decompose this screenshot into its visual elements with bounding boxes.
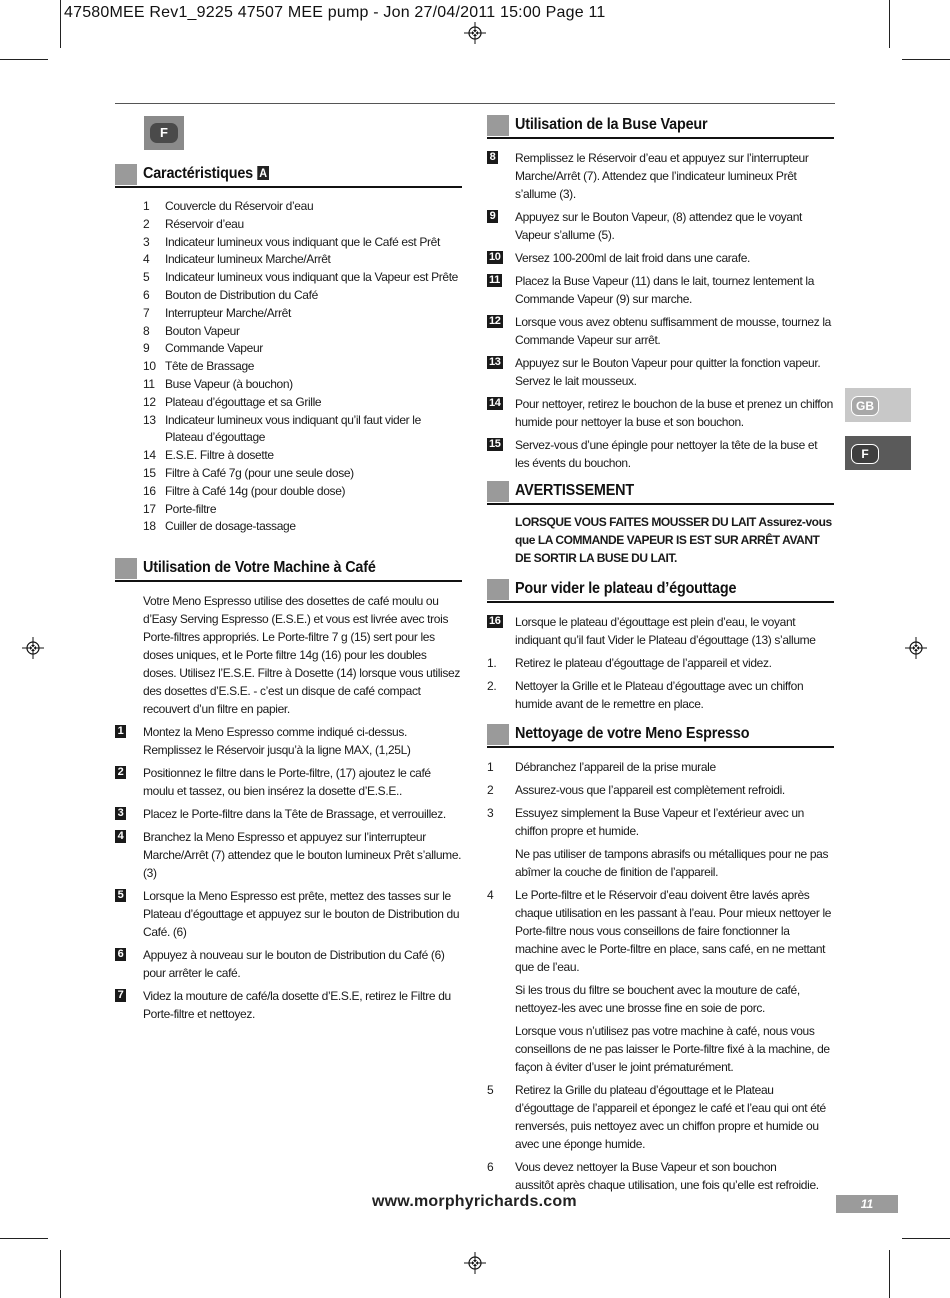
section-header-cleaning — [487, 724, 834, 748]
cleaning-step — [487, 781, 834, 799]
step-item — [487, 654, 834, 672]
step-item — [487, 436, 834, 472]
feature-number: 18 — [143, 519, 156, 534]
feature-number: 14 — [143, 448, 156, 463]
step-number-badge: 16 — [489, 615, 501, 627]
registration-mark-icon — [22, 637, 44, 659]
step-text: Essuyez simplement la Buse Vapeur et l’extérieur avec un chiffon propre et humide. — [515, 806, 804, 838]
step-number-badge: 15 — [489, 438, 501, 450]
steam-steps — [487, 149, 834, 472]
page-number: 11 — [836, 1195, 898, 1213]
feature-label: E.S.E. Filtre à dosette — [165, 448, 274, 463]
feature-number: 17 — [143, 501, 156, 516]
step-number-badge: 4 — [115, 830, 126, 843]
registration-mark-icon — [464, 22, 486, 44]
cleaning-step — [487, 886, 834, 976]
section-header-steam — [487, 115, 834, 139]
warning-text: LORSQUE VOUS FAITES MOUSSER DU LAIT Assurez-vous que LA COMMANDE VAPEUR IS EST SUR ARRÊT AVANT DE SORTIR LA BUSE DU LAIT. — [515, 515, 832, 565]
feature-item — [143, 376, 462, 394]
feature-label: Interrupteur Marche/Arrêt — [165, 305, 291, 320]
feature-item — [143, 483, 462, 501]
cleaning-step — [487, 1081, 834, 1153]
step-text: aussitôt après chaque utilisation, une fois qu’elle est refroidie. — [515, 1178, 819, 1192]
step-text: Branchez la Meno Espresso et appuyez sur l’interrupteur Marche/Arrêt (7) attendez que le bouton lumineux Prêt s’allume. (3) — [143, 830, 462, 881]
step-number: 1 — [487, 760, 494, 774]
step-item — [487, 677, 834, 713]
step-item — [487, 613, 834, 649]
step-number: 4 — [487, 888, 494, 902]
language-badge: F — [150, 123, 178, 143]
feature-number: 4 — [143, 252, 150, 267]
feature-item — [143, 518, 462, 536]
crop-mark — [0, 1238, 48, 1239]
print-header: 47580MEE Rev1_9225 47507 MEE pump - Jon 27/04/2011 15:00 Page 11 — [64, 4, 606, 21]
feature-number: 16 — [143, 483, 156, 498]
feature-label: Porte-filtre — [165, 501, 217, 516]
step-number-badge: 5 — [115, 889, 126, 902]
step-number-badge: 2 — [115, 766, 126, 779]
feature-item — [143, 465, 462, 483]
feature-number: 5 — [143, 270, 150, 285]
feature-number: 3 — [143, 234, 150, 249]
step-item — [115, 946, 462, 982]
side-tab-f[interactable] — [845, 436, 911, 470]
feature-label: Filtre à Café 7g (pour une seule dose) — [165, 465, 354, 480]
section-marker — [487, 579, 509, 600]
figure-ref-badge: A — [259, 166, 267, 180]
registration-mark-icon — [905, 637, 927, 659]
feature-item — [143, 412, 462, 448]
step-item — [487, 272, 834, 308]
feature-number: 11 — [143, 376, 155, 391]
feature-item — [143, 216, 462, 234]
feature-label: Buse Vapeur (à bouchon) — [165, 376, 293, 391]
feature-label: Cuiller de dosage-tassage — [165, 519, 296, 534]
step-text: Lorsque la Meno Espresso est prête, mettez des tasses sur le Plateau d’égouttage et appuyez sur le bouton de Distribution du Café. (6) — [143, 889, 460, 940]
step-text: Appuyez sur le Bouton Vapeur pour quitter la fonction vapeur. Servez le lait mousseux. — [515, 356, 821, 388]
drip-steps — [487, 613, 834, 713]
step-text: Montez la Meno Espresso comme indiqué ci-dessus. Remplissez le Réservoir jusqu’à la ligne MAX, (1,25L) — [143, 725, 411, 758]
step-number: 3 — [487, 806, 494, 820]
top-rule — [115, 103, 835, 104]
cleaning-note: Si les trous du filtre se bouchent avec la mouture de café, nettoyez-les avec une brosse fine en soie de porc. — [515, 983, 800, 1015]
feature-label: Bouton Vapeur — [165, 323, 240, 338]
feature-item — [143, 394, 462, 412]
step-text: Lorsque vous avez obtenu suffisamment de mousse, tournez la Commande Vapeur sur arrêt. — [515, 315, 831, 347]
step-text: Retirez la Grille du plateau d’égouttage et le Plateau d’égouttage de l’appareil et épongez le café et l’eau qui ont été renversés, puis nettoyez avec un chiffon propre et humide ou avec une éponge humide. — [515, 1083, 826, 1151]
feature-item — [143, 340, 462, 358]
left-column — [115, 164, 462, 1028]
usage-intro: Votre Meno Espresso utilise des dosettes de café moulu ou d’Easy Serving Espresso (E.S.E.) et vous est livrée avec trois Porte-filtres appropriés. Le Porte-filtre 7 g (15) sert pour les doses uniques, et le Porte filtre 14g (16) pour les doubles doses. Utilisez l’E.S.E. Filtre à Dosette (14) lorsque vous utilisez des dosettes d’E.S.E. - c’est un disque de café compact recouvert d’un filtre en papier. — [143, 594, 460, 717]
step-number-badge: 9 — [487, 210, 498, 223]
step-text: Débranchez l’appareil de la prise murale — [515, 760, 716, 774]
section-title: Nettoyage de votre Meno Espresso — [515, 725, 750, 742]
step-text: Servez-vous d’une épingle pour nettoyer la tête de la buse et les évents du bouchon. — [515, 438, 818, 470]
step-number-badge: 3 — [115, 807, 126, 820]
section-marker — [115, 164, 137, 185]
feature-number: 8 — [143, 323, 150, 338]
cleaning-step — [487, 1158, 834, 1194]
feature-item — [143, 358, 462, 376]
section-header-drip — [487, 579, 834, 603]
step-number-badge: 13 — [489, 356, 501, 368]
step-item — [115, 805, 462, 823]
step-item — [115, 887, 462, 941]
section-title: Utilisation de la Buse Vapeur — [515, 116, 708, 133]
website-link[interactable]: www.morphyrichards.com — [372, 1193, 577, 1210]
feature-item — [143, 234, 462, 252]
feature-label: Indicateur lumineux vous indiquant que la Vapeur est Prête — [165, 270, 459, 285]
crop-mark — [889, 0, 890, 48]
feature-item — [143, 198, 462, 216]
step-item — [115, 987, 462, 1023]
feature-label: Indicateur lumineux Marche/Arrêt — [165, 252, 331, 267]
step-number-badge: 14 — [489, 397, 501, 409]
step-text: Videz la mouture de café/la dosette d’E.S.E, retirez le Filtre du Porte-filtre et nettoyez. — [143, 989, 451, 1022]
feature-item — [143, 287, 462, 305]
feature-item — [143, 447, 462, 465]
feature-label: Réservoir d’eau — [165, 216, 244, 231]
side-tab-label: GB — [851, 396, 879, 416]
step-number: 6 — [487, 1160, 494, 1174]
step-text: Lorsque le plateau d’égouttage est plein d’eau, le voyant indiquant qu’il faut Vider le Plateau d’égouttage (13) s’allume — [515, 615, 816, 647]
step-item — [487, 249, 834, 267]
step-item — [487, 208, 834, 244]
crop-mark — [60, 0, 61, 48]
step-text: Positionnez le filtre dans le Porte-filtre, (17) ajoutez le café moulu et tassez, ou bien insérez la dosette d’E.S.E.. — [143, 766, 431, 799]
step-text: Nettoyer la Grille et le Plateau d’égouttage avec un chiffon humide avant de le remettre en place. — [515, 679, 804, 711]
crop-mark — [0, 59, 48, 60]
step-number: 2. — [487, 679, 497, 693]
step-text: Appuyez sur le Bouton Vapeur, (8) attendez que le voyant Vapeur s’allume (5). — [515, 210, 803, 242]
step-item — [115, 828, 462, 882]
language-badge-box — [144, 116, 184, 150]
crop-mark — [902, 1238, 950, 1239]
feature-number: 7 — [143, 305, 150, 320]
section-marker — [487, 481, 509, 502]
right-column — [487, 115, 834, 1199]
section-title: AVERTISSEMENT — [515, 482, 635, 499]
cleaning-step — [487, 758, 834, 776]
step-item — [487, 149, 834, 203]
step-number: 2 — [487, 783, 494, 797]
feature-item — [143, 251, 462, 269]
registration-mark-icon — [464, 1252, 486, 1274]
feature-number: 6 — [143, 287, 150, 302]
step-text: Versez 100-200ml de lait froid dans une carafe. — [515, 251, 751, 265]
step-number-badge: 12 — [489, 315, 501, 327]
side-tab-gb[interactable] — [845, 388, 911, 422]
step-item — [115, 764, 462, 800]
feature-item — [143, 269, 462, 287]
feature-number: 13 — [143, 412, 156, 427]
feature-label: Indicateur lumineux vous indiquant que le Café est Prêt — [165, 234, 440, 249]
step-number-badge: 8 — [487, 151, 498, 164]
step-text: Le Porte-filtre et le Réservoir d’eau doivent être lavés après chaque utilisation en les passant à l’eau. Pour mieux nettoyer le Porte-filtre nous vous conseillons de faire fonctionner la machine avec le Porte-filtre en place, sans café, en ne mettant que de l’eau. — [515, 888, 832, 974]
crop-mark — [902, 59, 950, 60]
feature-number: 2 — [143, 216, 150, 231]
feature-label: Bouton de Distribution du Café — [165, 287, 318, 302]
section-title: Caractéristiques A — [143, 165, 267, 182]
step-text: Remplissez le Réservoir d’eau et appuyez sur l’interrupteur Marche/Arrêt (7). Attendez que l’indicateur lumineux Prêt s’allume (3). — [515, 151, 809, 201]
feature-number: 9 — [143, 341, 150, 356]
feature-label: Filtre à Café 14g (pour double dose) — [165, 483, 346, 498]
step-text: Pour nettoyer, retirez le bouchon de la buse et prenez un chiffon humide pour nettoyer la buse et son bouchon. — [515, 397, 833, 429]
feature-item — [143, 323, 462, 341]
step-number-badge: 10 — [489, 251, 501, 263]
side-tab-label: F — [851, 444, 879, 464]
step-text: Assurez-vous que l’appareil est complètement refroidi. — [515, 783, 785, 797]
feature-label: Plateau d’égouttage et sa Grille — [165, 394, 322, 409]
step-item — [115, 723, 462, 759]
section-marker — [487, 724, 509, 745]
step-text: Placez la Buse Vapeur (11) dans le lait, tournez lentement la Commande Vapeur (9) sur marche. — [515, 274, 815, 306]
feature-label: Indicateur lumineux vous indiquant qu’il faut vider le Plateau d’égouttage — [165, 412, 421, 445]
section-header-features — [115, 164, 462, 188]
feature-number: 15 — [143, 465, 156, 480]
section-marker — [487, 115, 509, 136]
section-marker — [115, 558, 137, 579]
section-title: Utilisation de Votre Machine à Café — [143, 559, 376, 577]
crop-mark — [60, 1250, 61, 1298]
cleaning-note: Lorsque vous n’utilisez pas votre machine à café, nous vous conseillons de ne pas laisser le Porte-filtre fixé à la machine, de façon à éviter d’user le joint prématurément. — [515, 1024, 830, 1074]
step-number: 1. — [487, 656, 497, 670]
step-item — [487, 395, 834, 431]
feature-label: Couvercle du Réservoir d’eau — [165, 199, 314, 213]
feature-label: Tête de Brassage — [165, 359, 255, 374]
feature-number: 12 — [143, 394, 156, 409]
step-text: Retirez le plateau d’égouttage de l’appareil et videz. — [515, 656, 772, 670]
features-list — [143, 198, 462, 536]
feature-label: Commande Vapeur — [165, 341, 263, 356]
step-text: Appuyez à nouveau sur le bouton de Distribution du Café (6) pour arrêter le café. — [143, 948, 445, 981]
section-title: Pour vider le plateau d’égouttage — [515, 580, 737, 597]
step-item — [487, 354, 834, 390]
step-number-badge: 7 — [115, 989, 126, 1002]
cleaning-note: Ne pas utiliser de tampons abrasifs ou métalliques pour ne pas abîmer la couche de finition de l’appareil. — [515, 847, 829, 879]
crop-mark — [889, 1250, 890, 1298]
step-text: Vous devez nettoyer la Buse Vapeur et son bouchon — [515, 1160, 777, 1174]
feature-item — [143, 305, 462, 323]
usage-steps — [115, 723, 462, 1023]
section-header-usage — [115, 558, 462, 582]
step-number-badge: 11 — [489, 274, 500, 286]
section-header-warning — [487, 481, 834, 505]
step-text: Placez le Porte-filtre dans la Tête de Brassage, et verrouillez. — [143, 807, 446, 822]
step-item — [487, 313, 834, 349]
cleaning-step — [487, 804, 834, 840]
step-number: 5 — [487, 1083, 494, 1097]
feature-item — [143, 501, 462, 519]
feature-number: 1 — [143, 199, 150, 213]
step-number-badge: 1 — [115, 725, 126, 738]
step-number-badge: 6 — [115, 948, 126, 961]
feature-number: 10 — [143, 359, 156, 374]
